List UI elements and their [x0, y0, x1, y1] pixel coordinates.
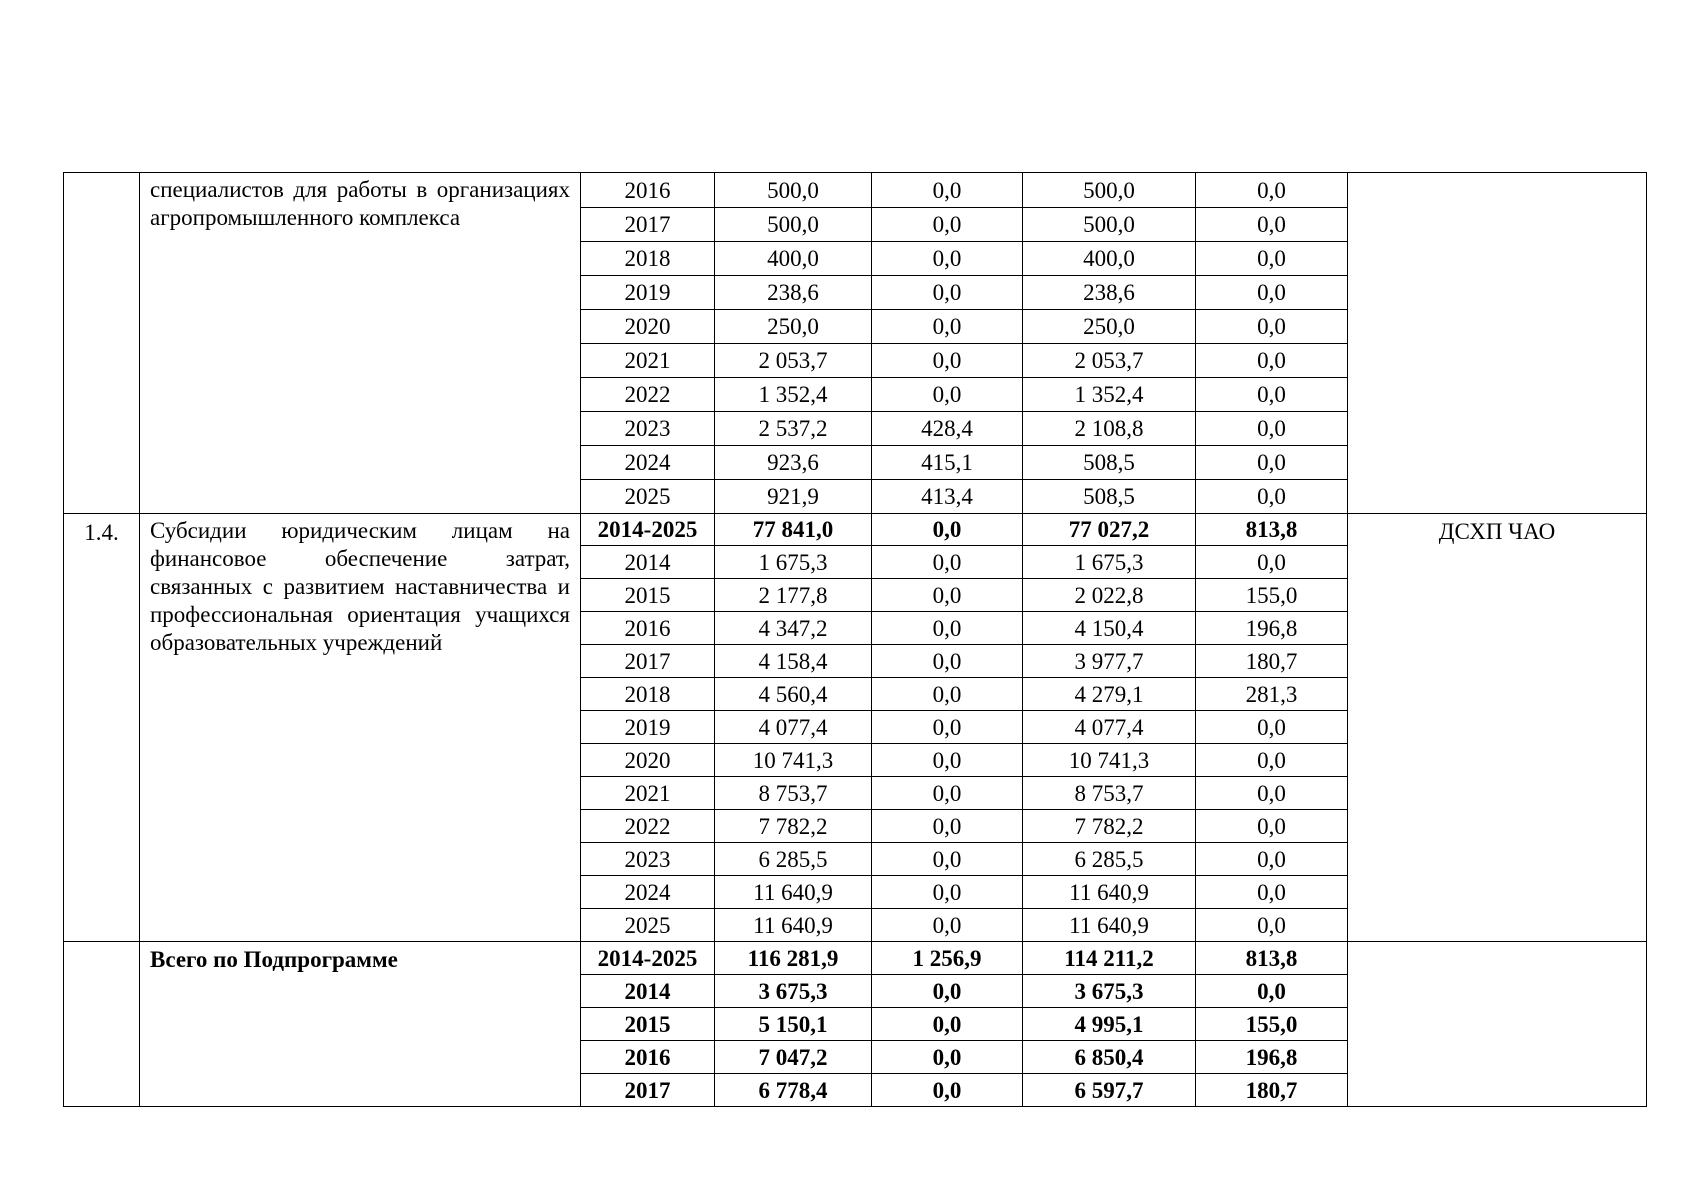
total-cell: 77 841,0: [715, 514, 872, 546]
regional-budget-cell: 6 597,7: [1023, 1074, 1196, 1107]
regional-budget-cell: 250,0: [1023, 310, 1196, 344]
total-cell: 500,0: [715, 208, 872, 242]
year-cell: 2024: [581, 446, 715, 480]
total-cell: 500,0: [715, 173, 872, 208]
federal-budget-cell: 0,0: [872, 208, 1023, 242]
total-cell: 1 352,4: [715, 378, 872, 412]
federal-budget-cell: 0,0: [872, 1074, 1023, 1107]
row-index-cell: [64, 173, 140, 514]
total-cell: 4 347,2: [715, 612, 872, 645]
regional-budget-cell: 3 675,3: [1023, 975, 1196, 1008]
table-row: [64, 173, 1647, 208]
other-sources-cell: 0,0: [1196, 173, 1348, 208]
federal-budget-cell: 0,0: [872, 276, 1023, 310]
regional-budget-cell: 1 675,3: [1023, 546, 1196, 579]
federal-budget-cell: 0,0: [872, 1008, 1023, 1041]
description-cell: [140, 173, 581, 514]
federal-budget-cell: 0,0: [872, 909, 1023, 942]
other-sources-cell: 0,0: [1196, 208, 1348, 242]
executor-cell: [1348, 173, 1647, 514]
regional-budget-cell: 2 108,8: [1023, 412, 1196, 446]
federal-budget-cell: 0,0: [872, 612, 1023, 645]
regional-budget-cell: 11 640,9: [1023, 909, 1196, 942]
year-cell: 2023: [581, 412, 715, 446]
regional-budget-cell: 77 027,2: [1023, 514, 1196, 546]
other-sources-cell: 281,3: [1196, 678, 1348, 711]
regional-budget-cell: 11 640,9: [1023, 876, 1196, 909]
year-cell: 2014: [581, 546, 715, 579]
measure-description: специалистов для работы в организациях агропромышленного комплекса: [150, 177, 570, 230]
other-sources-cell: 0,0: [1196, 711, 1348, 744]
regional-budget-cell: 500,0: [1023, 173, 1196, 208]
year-cell: 2023: [581, 843, 715, 876]
total-cell: 11 640,9: [715, 876, 872, 909]
other-sources-cell: 0,0: [1196, 546, 1348, 579]
regional-budget-cell: 508,5: [1023, 446, 1196, 480]
total-cell: 116 281,9: [715, 942, 872, 975]
table-row: [64, 942, 1647, 975]
year-cell: 2017: [581, 1074, 715, 1107]
row-index-cell: [64, 942, 140, 1107]
regional-budget-cell: 10 741,3: [1023, 744, 1196, 777]
other-sources-cell: 0,0: [1196, 810, 1348, 843]
other-sources-cell: 0,0: [1196, 909, 1348, 942]
regional-budget-cell: 4 279,1: [1023, 678, 1196, 711]
regional-budget-cell: 1 352,4: [1023, 378, 1196, 412]
other-sources-cell: 0,0: [1196, 777, 1348, 810]
other-sources-cell: 0,0: [1196, 378, 1348, 412]
federal-budget-cell: 0,0: [872, 1041, 1023, 1074]
other-sources-cell: 0,0: [1196, 242, 1348, 276]
total-cell: 10 741,3: [715, 744, 872, 777]
federal-budget-cell: 0,0: [872, 810, 1023, 843]
federal-budget-cell: 0,0: [872, 242, 1023, 276]
total-cell: 238,6: [715, 276, 872, 310]
row-index-cell: 1.4.: [64, 514, 140, 942]
federal-budget-cell: 0,0: [872, 546, 1023, 579]
other-sources-cell: 0,0: [1196, 310, 1348, 344]
federal-budget-cell: 0,0: [872, 514, 1023, 546]
federal-budget-cell: 415,1: [872, 446, 1023, 480]
federal-budget-cell: 0,0: [872, 975, 1023, 1008]
total-cell: 4 560,4: [715, 678, 872, 711]
year-cell: 2024: [581, 876, 715, 909]
total-cell: 4 158,4: [715, 645, 872, 678]
federal-budget-cell: 0,0: [872, 876, 1023, 909]
regional-budget-cell: 6 285,5: [1023, 843, 1196, 876]
total-cell: 7 047,2: [715, 1041, 872, 1074]
year-cell: 2016: [581, 1041, 715, 1074]
year-cell: 2014: [581, 975, 715, 1008]
federal-budget-cell: 0,0: [872, 173, 1023, 208]
year-cell: 2020: [581, 310, 715, 344]
federal-budget-cell: 413,4: [872, 480, 1023, 514]
regional-budget-cell: 238,6: [1023, 276, 1196, 310]
total-cell: 8 753,7: [715, 777, 872, 810]
total-cell: 2 537,2: [715, 412, 872, 446]
table-row: [64, 514, 1647, 546]
total-cell: 250,0: [715, 310, 872, 344]
federal-budget-cell: 0,0: [872, 843, 1023, 876]
federal-budget-cell: 1 256,9: [872, 942, 1023, 975]
year-cell: 2021: [581, 344, 715, 378]
year-cell: 2019: [581, 711, 715, 744]
total-cell: 400,0: [715, 242, 872, 276]
regional-budget-cell: 4 995,1: [1023, 1008, 1196, 1041]
total-cell: 2 053,7: [715, 344, 872, 378]
other-sources-cell: 0,0: [1196, 876, 1348, 909]
total-cell: 1 675,3: [715, 546, 872, 579]
other-sources-cell: 0,0: [1196, 975, 1348, 1008]
total-cell: 4 077,4: [715, 711, 872, 744]
year-cell: 2014-2025: [581, 942, 715, 975]
other-sources-cell: 155,0: [1196, 579, 1348, 612]
year-cell: 2022: [581, 810, 715, 843]
year-cell: 2020: [581, 744, 715, 777]
regional-budget-cell: 6 850,4: [1023, 1041, 1196, 1074]
other-sources-cell: 813,8: [1196, 942, 1348, 975]
regional-budget-cell: 400,0: [1023, 242, 1196, 276]
regional-budget-cell: 3 977,7: [1023, 645, 1196, 678]
other-sources-cell: 0,0: [1196, 412, 1348, 446]
year-cell: 2022: [581, 378, 715, 412]
table-body: [64, 173, 1647, 1107]
other-sources-cell: 180,7: [1196, 1074, 1348, 1107]
total-cell: 11 640,9: [715, 909, 872, 942]
other-sources-cell: 180,7: [1196, 645, 1348, 678]
year-cell: 2017: [581, 208, 715, 242]
regional-budget-cell: 500,0: [1023, 208, 1196, 242]
federal-budget-cell: 428,4: [872, 412, 1023, 446]
regional-budget-cell: 4 150,4: [1023, 612, 1196, 645]
year-cell: 2021: [581, 777, 715, 810]
measure-description: Субсидии юридическим лицам на финансовое обеспечение затрат, связанных с развитием наставничества и профессиональная ориентация учащихся образовательных учреждений: [150, 518, 570, 655]
federal-budget-cell: 0,0: [872, 579, 1023, 612]
federal-budget-cell: 0,0: [872, 645, 1023, 678]
description-cell: [140, 514, 581, 942]
other-sources-cell: 196,8: [1196, 612, 1348, 645]
other-sources-cell: 0,0: [1196, 446, 1348, 480]
federal-budget-cell: 0,0: [872, 378, 1023, 412]
other-sources-cell: 0,0: [1196, 344, 1348, 378]
year-cell: 2014-2025: [581, 514, 715, 546]
year-cell: 2017: [581, 645, 715, 678]
executor-cell: [1348, 942, 1647, 1107]
total-cell: 7 782,2: [715, 810, 872, 843]
other-sources-cell: 0,0: [1196, 843, 1348, 876]
federal-budget-cell: 0,0: [872, 777, 1023, 810]
federal-budget-cell: 0,0: [872, 310, 1023, 344]
total-cell: 2 177,8: [715, 579, 872, 612]
other-sources-cell: 0,0: [1196, 744, 1348, 777]
regional-budget-cell: 8 753,7: [1023, 777, 1196, 810]
other-sources-cell: 813,8: [1196, 514, 1348, 546]
total-cell: 6 285,5: [715, 843, 872, 876]
executor-cell: ДСХП ЧАО: [1348, 514, 1647, 942]
year-cell: 2015: [581, 1008, 715, 1041]
funding-table: [63, 172, 1647, 1107]
total-cell: 5 150,1: [715, 1008, 872, 1041]
regional-budget-cell: 2 022,8: [1023, 579, 1196, 612]
total-label: Всего по Подпрограмме: [150, 947, 398, 972]
total-cell: 921,9: [715, 480, 872, 514]
federal-budget-cell: 0,0: [872, 711, 1023, 744]
other-sources-cell: 0,0: [1196, 480, 1348, 514]
year-cell: 2018: [581, 678, 715, 711]
federal-budget-cell: 0,0: [872, 744, 1023, 777]
year-cell: 2016: [581, 612, 715, 645]
year-cell: 2019: [581, 276, 715, 310]
regional-budget-cell: 4 077,4: [1023, 711, 1196, 744]
other-sources-cell: 155,0: [1196, 1008, 1348, 1041]
total-cell: 923,6: [715, 446, 872, 480]
other-sources-cell: 196,8: [1196, 1041, 1348, 1074]
total-cell: 3 675,3: [715, 975, 872, 1008]
regional-budget-cell: 7 782,2: [1023, 810, 1196, 843]
year-cell: 2025: [581, 909, 715, 942]
year-cell: 2015: [581, 579, 715, 612]
other-sources-cell: 0,0: [1196, 276, 1348, 310]
federal-budget-cell: 0,0: [872, 344, 1023, 378]
year-cell: 2018: [581, 242, 715, 276]
description-cell: [140, 942, 581, 1107]
regional-budget-cell: 2 053,7: [1023, 344, 1196, 378]
regional-budget-cell: 508,5: [1023, 480, 1196, 514]
regional-budget-cell: 114 211,2: [1023, 942, 1196, 975]
total-cell: 6 778,4: [715, 1074, 872, 1107]
year-cell: 2016: [581, 173, 715, 208]
federal-budget-cell: 0,0: [872, 678, 1023, 711]
year-cell: 2025: [581, 480, 715, 514]
